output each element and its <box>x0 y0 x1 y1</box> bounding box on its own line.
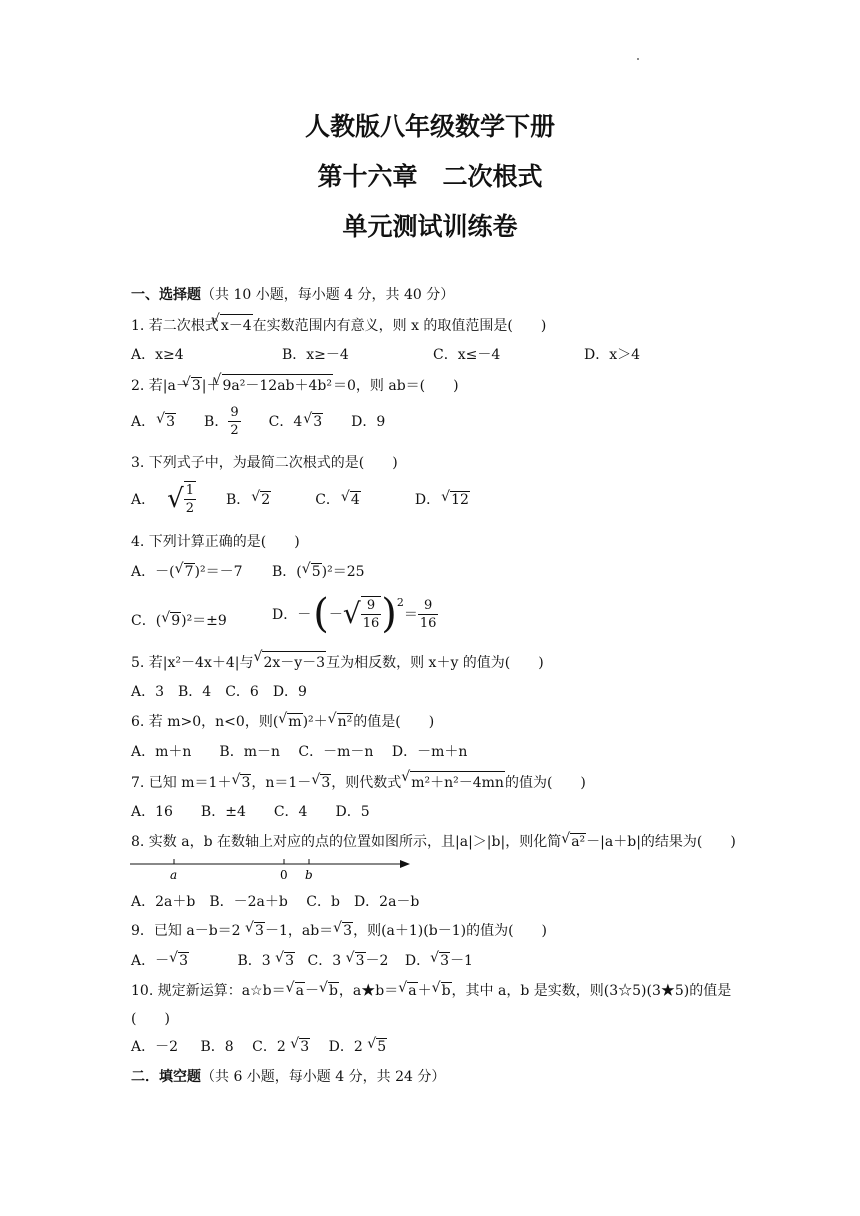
q7-stem-b: ，n＝1－ <box>251 775 312 791</box>
q4-a-post: )²＝－7 <box>194 564 243 580</box>
q10-c-pre: C．2 <box>252 1039 291 1055</box>
q3-option-a-label: A． <box>131 492 156 508</box>
q10-stem-a: 10. 规定新运算：a☆b＝ <box>131 983 286 999</box>
q6-stem-a: 6. 若 m>0，n<0，则( <box>131 714 279 730</box>
q10-option-b: B．8 <box>200 1039 234 1055</box>
q7-stem-a: 7. 已知 m＝1＋ <box>131 775 232 791</box>
q10-radical-3: √ a <box>407 982 417 999</box>
label-zero: 0 <box>280 868 288 882</box>
question-7 <box>131 771 586 792</box>
q4-d-radical-sign: √ <box>342 597 361 630</box>
q9-b-pre: B．3 <box>237 953 276 969</box>
q9-stem-a: 9．已知 a－b＝2 <box>131 923 246 939</box>
q9-b-radical: √ 3 <box>284 952 295 969</box>
q10-stem-b: ，其中 a，b 是实数，则(3☆5)(3★5)的值是 <box>451 983 732 999</box>
q2-b-denominator: 2 <box>230 422 239 438</box>
q6-options: A．m＋n B．m－n C．－m－n D．－m＋n <box>131 744 468 760</box>
q10-sep-1: － <box>304 983 319 999</box>
question-8 <box>131 831 736 851</box>
q10-option-a: A．－2 <box>131 1039 179 1055</box>
q4-d-result-denominator: 16 <box>419 615 437 631</box>
q2-option-b-label: B． <box>204 414 229 430</box>
q9-c-radical: √ 3 <box>355 952 366 969</box>
q10-stem-c: ( ) <box>131 1011 170 1027</box>
q10-radical-2: √ b <box>328 982 339 999</box>
q8-radical: √ a² <box>570 833 586 850</box>
section1-heading <box>131 284 454 304</box>
q5-stem-b: 互为相反数，则 x＋y 的值为( ) <box>326 655 544 671</box>
q6-stem-c: 的值是( ) <box>353 714 435 730</box>
q9-a-radical: √ 3 <box>178 952 189 969</box>
q4-option-c <box>131 610 227 630</box>
q6-radical-2: √ n² <box>337 713 354 730</box>
q2-stem-a: 2. 若|a－ <box>131 378 190 394</box>
q3-option-c-label: C． <box>315 492 340 508</box>
q4-c-post: )²＝±9 <box>181 613 227 629</box>
q3-option-d-radical: √ 12 <box>450 491 470 508</box>
q9-radical-2: √ 3 <box>342 922 353 939</box>
q3-option-c-radical: √ 4 <box>350 491 361 508</box>
q4-d-inner-numerator: 9 <box>361 597 382 615</box>
title-test: 单元测试训练卷 <box>342 212 518 241</box>
q4-b-pre: B．( <box>272 564 302 580</box>
q10-radical-1: √ a <box>295 982 305 999</box>
q7-radical-2: √ 3 <box>320 774 331 791</box>
q10-sep-3: ＋ <box>417 983 432 999</box>
q6-radical-1: √ m <box>287 713 302 730</box>
q7-stem-d: 的值为( ) <box>504 775 586 791</box>
q4-d-pre: D．－ <box>272 607 312 623</box>
q10-d-pre: D．2 <box>328 1039 368 1055</box>
q3-option-a-fraction <box>184 481 196 517</box>
q4-d-right-bracket: ) <box>381 591 397 637</box>
q2-options <box>131 403 385 439</box>
q2-stem-b: |＋ <box>201 378 221 394</box>
decorative-dot <box>637 58 639 60</box>
q2-option-c-label: C．4 <box>268 414 303 430</box>
q4-option-a <box>131 561 242 581</box>
number-line-arrow <box>400 860 410 868</box>
q9-options <box>131 950 473 970</box>
label-a: a <box>170 868 178 882</box>
q1-option-a: A．x≥4 <box>131 347 184 363</box>
title-textbook: 人教版八年级数学下册 <box>304 112 555 141</box>
q4-option-d <box>272 590 438 638</box>
question-5 <box>131 651 544 672</box>
section1-note: （共 10 小题，每小题 4 分，共 40 分） <box>201 287 455 303</box>
q2-option-a-radical: √ 3 <box>165 413 176 430</box>
q4-d-result-fraction <box>418 597 439 632</box>
section2-heading <box>131 1066 445 1086</box>
q10-d-radical: √ 5 <box>376 1038 387 1055</box>
question-10 <box>131 980 731 1000</box>
question-2 <box>131 374 459 395</box>
q3-option-a-radical-sign: √ <box>167 484 184 514</box>
q8-number-line <box>128 855 413 885</box>
q3-a-denominator: 2 <box>185 501 194 516</box>
q10-sep-2: ，a★b＝ <box>338 983 399 999</box>
q1-stem-b: 在实数范围内有意义，则 x 的取值范围是( ) <box>252 318 547 334</box>
q3-option-b-radical: √ 2 <box>260 491 271 508</box>
section1-title: 一、选择题 <box>131 287 201 303</box>
q7-options: A．16 B．±4 C．4 D．5 <box>131 804 370 820</box>
q1-radical: √ x－4 <box>220 314 253 335</box>
q4-d-minus: － <box>328 607 343 623</box>
section2-title: 二．填空题 <box>131 1069 201 1085</box>
q2-option-b-fraction <box>228 404 240 439</box>
q3-option-b-label: B． <box>225 492 251 508</box>
q9-stem-c: ，则(a＋1)(b－1)的值为( ) <box>353 923 547 939</box>
q9-a-pre: A．－ <box>131 953 170 969</box>
q7-stem-c: ，则代数式 <box>331 775 402 791</box>
question-3: 3. 下列式子中，为最简二次根式的是( ) <box>131 455 398 471</box>
q2-option-c-radical: √ 3 <box>312 413 323 430</box>
q9-d-post: －1 <box>450 953 473 969</box>
q4-b-radical: √ 5 <box>311 563 322 580</box>
q9-radical-1: √ 3 <box>254 922 265 939</box>
q10-radical-4: √ b <box>441 982 452 999</box>
q3-option-d-label: D． <box>414 492 441 508</box>
q4-c-radical: √ 9 <box>170 612 181 629</box>
question-9 <box>131 920 547 940</box>
q8-stem-a: 8. 实数 a，b 在数轴上对应的点的位置如图所示，且|a|＞|b|，则化简 <box>131 834 562 850</box>
q2-b-numerator: 9 <box>230 404 239 420</box>
q8-options: A．2a＋b B．－2a＋b C．b D．2a－b <box>131 894 420 910</box>
q4-b-post: )²＝25 <box>321 564 365 580</box>
q9-d-pre: D． <box>404 953 431 969</box>
q2-radical-1: √ 3 <box>191 377 202 394</box>
q4-a-radical: √ 7 <box>184 563 195 580</box>
q4-d-left-bracket: ( <box>313 591 329 637</box>
q9-c-post: －2 <box>365 953 389 969</box>
q4-c-pre: C．( <box>131 613 162 629</box>
q4-a-pre: A．－( <box>131 564 175 580</box>
q1-option-b: B．x≥－4 <box>282 347 349 363</box>
q4-d-square: 2 <box>396 596 404 609</box>
q7-radical-1: √ 3 <box>240 774 251 791</box>
question-6 <box>131 711 434 731</box>
q3-a-numerator: 1 <box>185 483 194 498</box>
q2-radical-2: √ 9a²－12ab＋4b² <box>222 374 333 395</box>
q5-stem-a: 5. 若|x²－4x＋4|与 <box>131 655 254 671</box>
q9-d-radical: √ 3 <box>439 952 450 969</box>
q4-d-equals: ＝ <box>403 607 418 623</box>
q4-option-b <box>272 561 365 581</box>
q2-stem-c: ＝0，则 ab＝( ) <box>333 378 459 394</box>
q1-option-c: C．x≤－4 <box>433 347 501 363</box>
q9-c-pre: C．3 <box>307 953 346 969</box>
q1-stem-a: 1. 若二次根式 <box>131 318 219 334</box>
title-chapter: 第十六章 二次根式 <box>317 162 543 191</box>
q10-c-radical: √ 3 <box>299 1038 310 1055</box>
q9-stem-b: －1，ab＝ <box>264 923 334 939</box>
q4-d-inner-denominator: 16 <box>362 616 380 631</box>
q3-options <box>131 480 470 518</box>
q8-stem-b: －|a＋b|的结果为( ) <box>586 834 736 850</box>
q10-options <box>131 1036 387 1056</box>
q4-d-inner-fraction <box>361 596 382 632</box>
q6-stem-b: )²＋ <box>302 714 328 730</box>
q7-radical-3: √ m²＋n²－4mn <box>410 771 505 792</box>
label-b: b <box>305 868 313 882</box>
q2-option-a-label: A． <box>131 414 156 430</box>
q4-d-result-numerator: 9 <box>418 597 439 615</box>
q5-radical: √ 2x－y－3 <box>262 651 326 672</box>
section2-note: （共 6 小题，每小题 4 分，共 24 分） <box>201 1069 446 1085</box>
question-1 <box>131 314 546 335</box>
q1-option-d: D．x＞4 <box>584 347 641 363</box>
q2-option-d: D．9 <box>351 414 386 430</box>
q5-options: A．3 B．4 C．6 D．9 <box>131 684 307 700</box>
question-4: 4. 下列计算正确的是( ) <box>131 534 300 550</box>
